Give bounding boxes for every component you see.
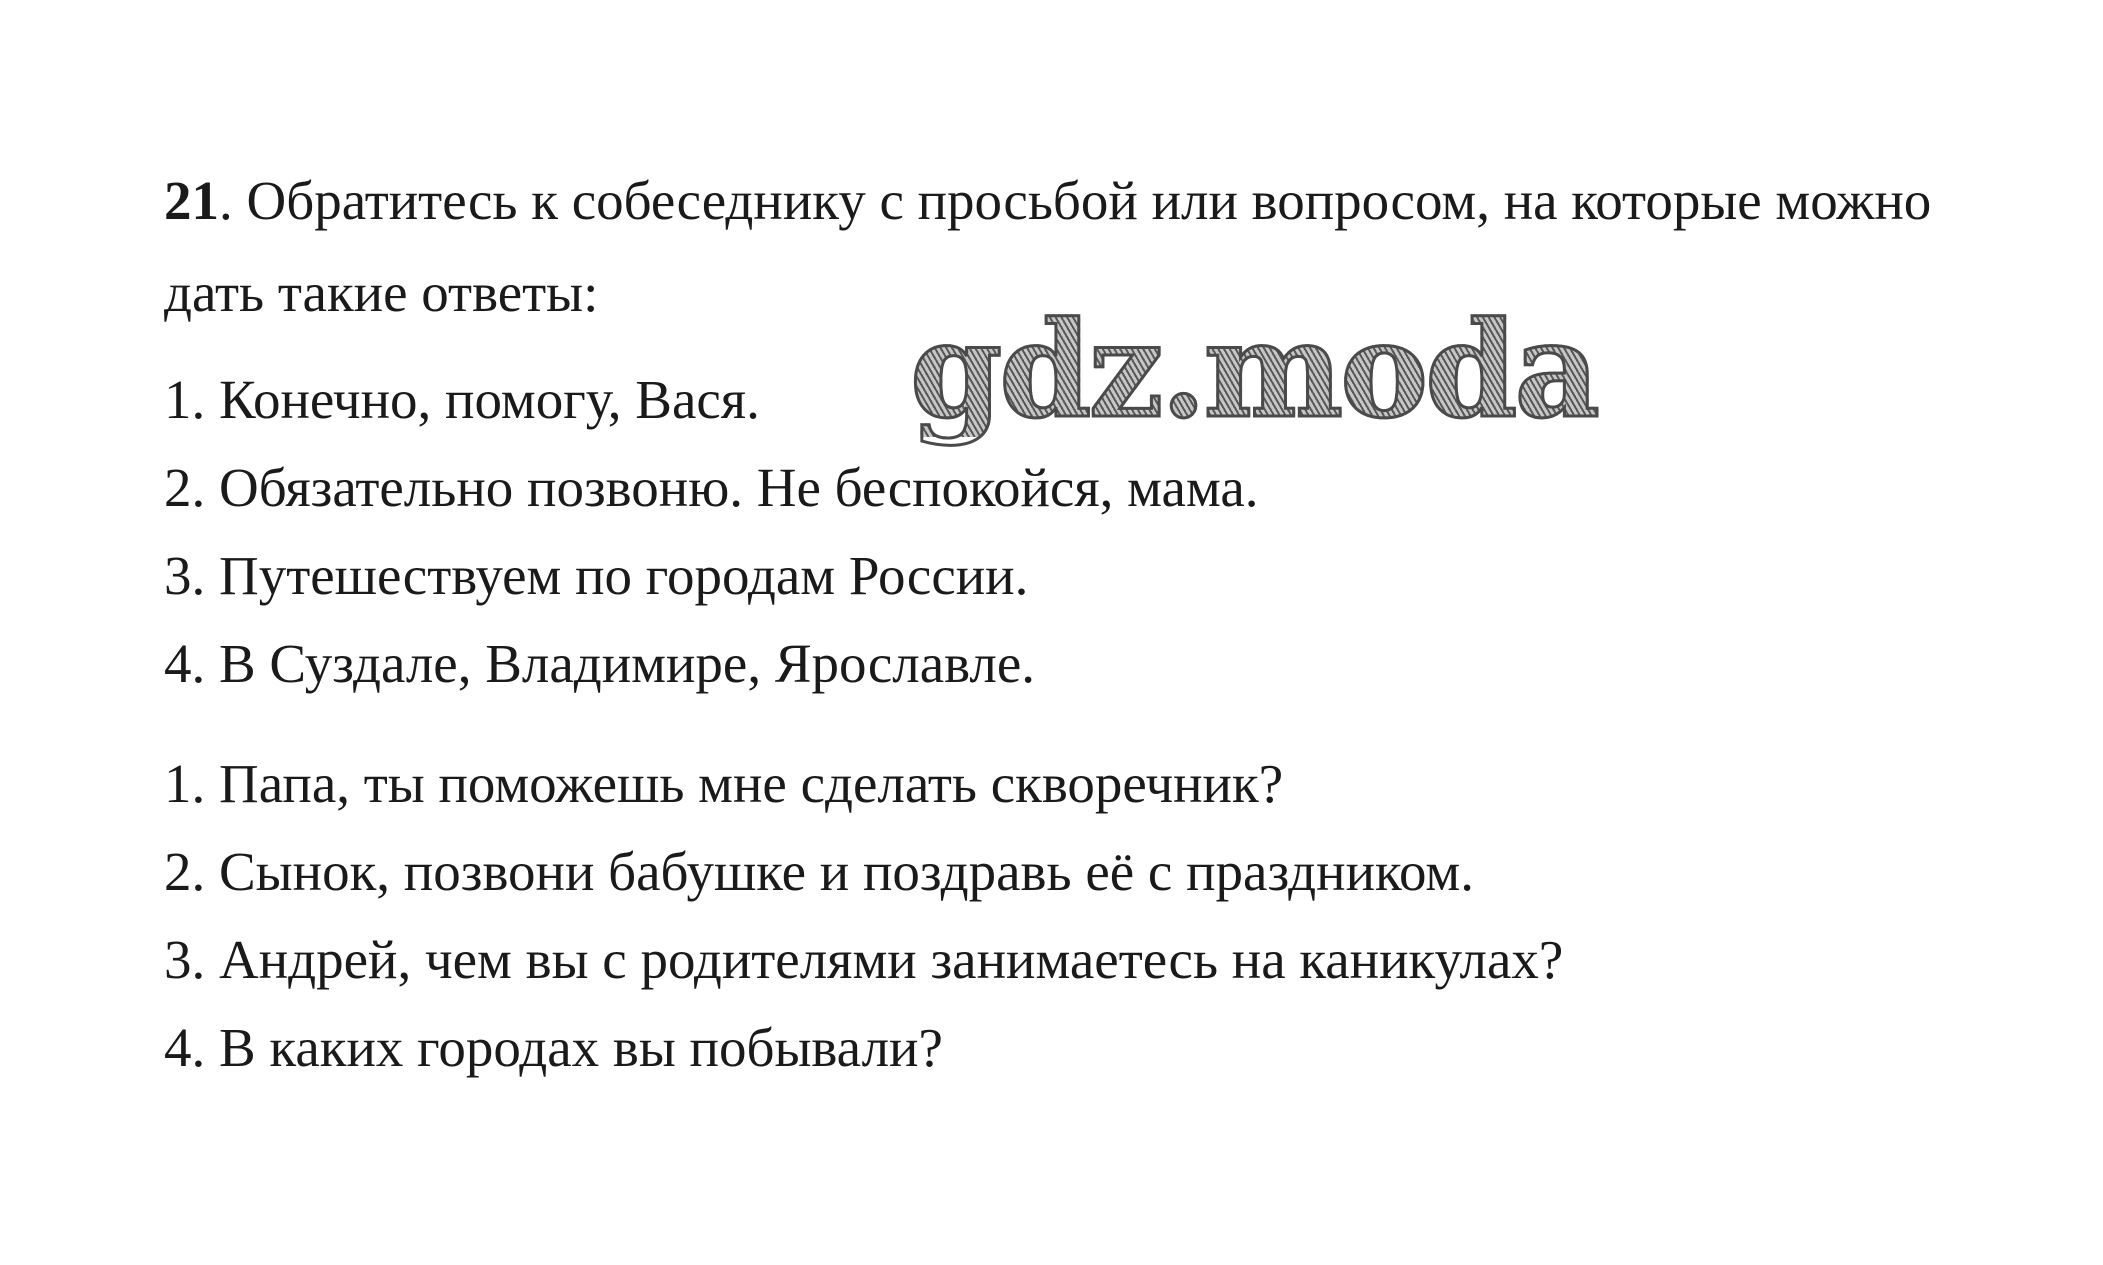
question-item: 2. Сынок, позвони бабушке и поздравь её с праздником. — [164, 841, 1474, 902]
questions-list — [164, 740, 1864, 1092]
answer-item: 3. Путешествуем по городам России. — [164, 545, 1029, 606]
answer-item: 4. В Суздале, Владимире, Ярославле. — [164, 633, 1036, 694]
question-item: 3. Андрей, чем вы с родителями занимаетесь на каникулах? — [164, 929, 1564, 990]
question-item: 4. В каких городах вы побывали? — [164, 1017, 943, 1078]
task-statement — [164, 155, 1944, 339]
task-text: . Обратитесь к собеседнику с просьбой или вопросом, на которые можно дать такие ответы: — [164, 170, 1932, 323]
question-item: 1. Папа, ты поможешь мне сделать скворечник? — [164, 753, 1284, 814]
task-number: 21 — [164, 170, 219, 231]
answer-item: 1. Конечно, помогу, Вася. — [164, 369, 760, 430]
answers-list — [164, 356, 1864, 708]
watermark-logo: gdz.moda — [910, 293, 1598, 448]
answer-item: 2. Обязательно позвоню. Не беспокойся, мама. — [164, 457, 1259, 518]
